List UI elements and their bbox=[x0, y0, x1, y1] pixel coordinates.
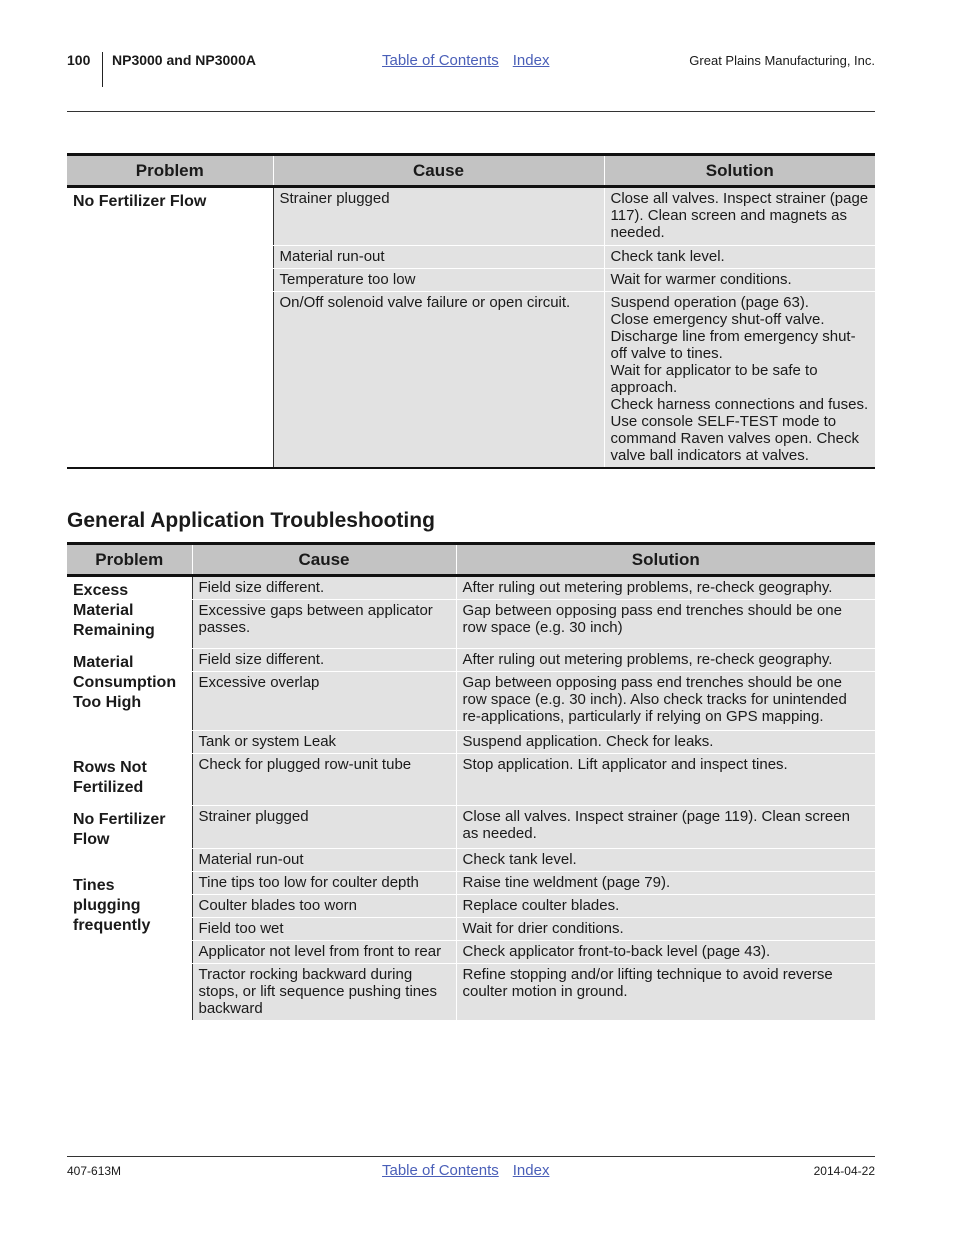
cause-cell: Coulter blades too worn bbox=[192, 895, 456, 918]
column-header-solution: Solution bbox=[456, 544, 875, 576]
column-header-problem: Problem bbox=[67, 544, 192, 576]
cause-cell: Excessive gaps between applicator passes. bbox=[192, 600, 456, 649]
solution-cell: Close all valves. Inspect strainer (page 117). Clean screen and magnets as needed. bbox=[604, 187, 875, 246]
table-row bbox=[67, 872, 875, 895]
problem-cell: No Fertilizer Flow bbox=[67, 187, 273, 469]
solution-cell: Close all valves. Inspect strainer (page 119). Clean screen as needed. bbox=[456, 806, 875, 849]
cause-cell: Excessive overlap bbox=[192, 672, 456, 731]
solution-cell: Raise tine weldment (page 79). bbox=[456, 872, 875, 895]
header-nav bbox=[382, 52, 549, 69]
page-number: 100 bbox=[67, 52, 91, 68]
index-link[interactable]: Index bbox=[512, 52, 550, 69]
company-name: Great Plains Manufacturing, Inc. bbox=[689, 53, 875, 68]
column-header-solution: Solution bbox=[604, 155, 875, 187]
document-number: 407-613M bbox=[67, 1164, 122, 1178]
footer-rule bbox=[67, 1156, 875, 1157]
footer-nav bbox=[382, 1162, 549, 1179]
solution-cell: After ruling out metering problems, re-check geography. bbox=[456, 576, 875, 600]
column-header-cause: Cause bbox=[192, 544, 456, 576]
section-title: General Application Troubleshooting bbox=[67, 509, 435, 532]
solution-cell: Replace coulter blades. bbox=[456, 895, 875, 918]
table-row bbox=[67, 649, 875, 672]
solution-cell: Check tank level. bbox=[604, 246, 875, 269]
solution-cell: Stop application. Lift applicator and inspect tines. bbox=[456, 754, 875, 806]
column-header-problem: Problem bbox=[67, 155, 273, 187]
cause-cell: Check for plugged row-unit tube bbox=[192, 754, 456, 806]
solution-cell: Suspend operation (page 63). Close emergency shut-off valve. Discharge line from emergency shut-off valve to tines. Wait for applicator to be safe to approach. Check harness connections and fuses. Use console SELF-TEST mode to command Raven valves open. Check valve ball indicators at valves. bbox=[604, 292, 875, 469]
publication-date: 2014-04-22 bbox=[813, 1164, 875, 1178]
solution-cell: Wait for warmer conditions. bbox=[604, 269, 875, 292]
toc-link[interactable]: Table of Contents bbox=[382, 52, 499, 69]
cause-cell: Temperature too low bbox=[273, 269, 604, 292]
index-link[interactable]: Index bbox=[512, 1162, 550, 1179]
solution-cell: Wait for drier conditions. bbox=[456, 918, 875, 941]
problem-cell: Rows Not Fertilized bbox=[67, 754, 192, 806]
table-row bbox=[67, 806, 875, 849]
cause-cell: Tractor rocking backward during stops, or lift sequence pushing tines backward bbox=[192, 964, 456, 1021]
cause-cell: Field too wet bbox=[192, 918, 456, 941]
column-header-cause: Cause bbox=[273, 155, 604, 187]
cause-cell: Material run-out bbox=[273, 246, 604, 269]
solution-cell: Check tank level. bbox=[456, 849, 875, 872]
problem-cell: Tines plugging frequently bbox=[67, 872, 192, 1021]
toc-link[interactable]: Table of Contents bbox=[382, 1162, 499, 1179]
cause-cell: Tank or system Leak bbox=[192, 731, 456, 754]
solution-cell: Gap between opposing pass end trenches should be one row space (e.g. 30 inch) bbox=[456, 600, 875, 649]
cause-cell: Applicator not level from front to rear bbox=[192, 941, 456, 964]
solution-cell: Suspend application. Check for leaks. bbox=[456, 731, 875, 754]
table-row bbox=[67, 754, 875, 806]
cause-cell: Strainer plugged bbox=[192, 806, 456, 849]
header-divider bbox=[102, 52, 103, 87]
solution-cell: After ruling out metering problems, re-check geography. bbox=[456, 649, 875, 672]
troubleshooting-table-continued bbox=[67, 153, 875, 469]
problem-cell: Excess Material Remaining bbox=[67, 576, 192, 649]
problem-cell: Material Consumption Too High bbox=[67, 649, 192, 754]
solution-cell: Refine stopping and/or lifting technique to avoid reverse coulter motion in ground. bbox=[456, 964, 875, 1021]
table-row bbox=[67, 187, 875, 246]
cause-cell: Field size different. bbox=[192, 576, 456, 600]
cause-cell: Field size different. bbox=[192, 649, 456, 672]
document-model: NP3000 and NP3000A bbox=[112, 52, 256, 68]
cause-cell: Tine tips too low for coulter depth bbox=[192, 872, 456, 895]
solution-cell: Check applicator front-to-back level (page 43). bbox=[456, 941, 875, 964]
header-rule bbox=[67, 111, 875, 112]
cause-cell: Strainer plugged bbox=[273, 187, 604, 246]
solution-cell: Gap between opposing pass end trenches should be one row space (e.g. 30 inch). Also check tracks for unintended re-applications, particularly if relying on GPS mapping. bbox=[456, 672, 875, 731]
cause-cell: Material run-out bbox=[192, 849, 456, 872]
table-row bbox=[67, 576, 875, 600]
problem-cell: No Fertilizer Flow bbox=[67, 806, 192, 872]
cause-cell: On/Off solenoid valve failure or open circuit. bbox=[273, 292, 604, 469]
general-troubleshooting-table bbox=[67, 542, 875, 1021]
